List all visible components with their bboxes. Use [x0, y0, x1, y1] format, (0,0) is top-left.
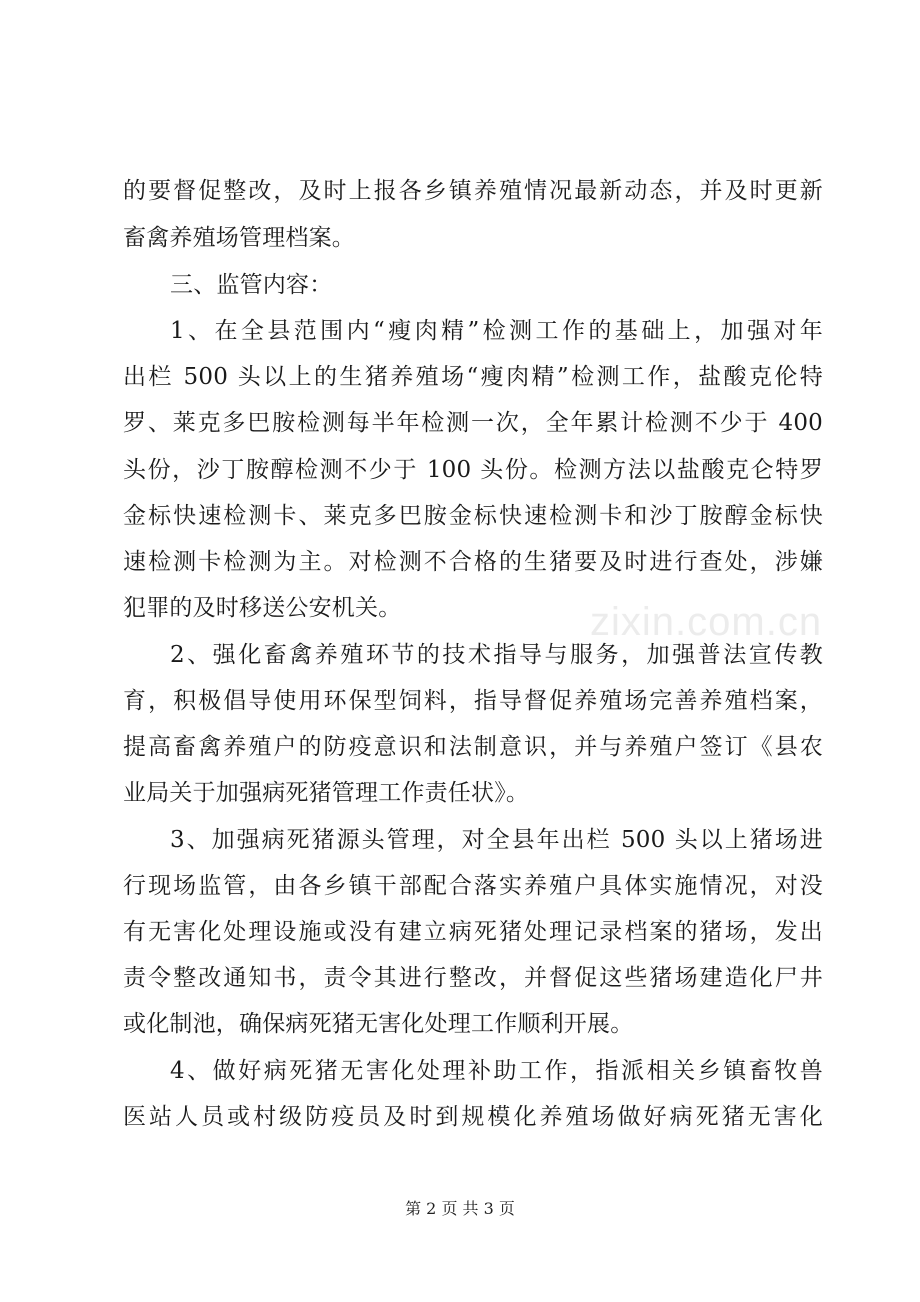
body-line: 医站人员或村级防疫员及时到规模化养殖场做好病死猪无害化: [123, 1104, 823, 1130]
body-line: 的要督促整改，及时上报各乡镇养殖情况最新动态，并及时更新: [123, 178, 823, 204]
body-line: 行现场监管，由各乡镇干部配合落实养殖户具体实施情况，对没: [123, 873, 823, 899]
body-line: 1、在全县范围内“瘦肉精”检测工作的基础上，加强对年: [170, 318, 823, 344]
body-line: 育，积极倡导使用环保型饲料，指导督促养殖场完善养殖档案，: [123, 688, 823, 714]
body-line: 头份，沙丁胺醇检测不少于 100 头份。检测方法以盐酸克仑特罗: [123, 457, 823, 483]
body-line: 3、加强病死猪源头管理，对全县年出栏 500 头以上猪场进: [170, 827, 823, 853]
body-line: 犯罪的及时移送公安机关。: [123, 595, 402, 621]
body-line: 业局关于加强病死猪管理工作责任状》。: [123, 780, 530, 806]
watermark: zixin.com.cn: [590, 600, 823, 644]
page-footer: 第 2 页 共 3 页: [405, 1199, 515, 1218]
body-line: 4、做好病死猪无害化处理补助工作，指派相关乡镇畜牧兽: [170, 1058, 823, 1084]
body-line: 2、强化畜禽养殖环节的技术指导与服务，加强普法宣传教: [170, 642, 823, 668]
body-line: 提高畜禽养殖户的防疫意识和法制意识，并与养殖户签订《县农: [123, 734, 823, 760]
body-line: 金标快速检测卡、莱克多巴胺金标快速检测卡和沙丁胺醇金标快: [123, 503, 823, 529]
body-line: 出栏 500 头以上的生猪养殖场“瘦肉精”检测工作，盐酸克伦特: [123, 364, 823, 390]
body-line: 畜禽养殖场管理档案。: [123, 225, 355, 251]
body-line: 有无害化处理设施或没有建立病死猪处理记录档案的猪场，发出: [123, 919, 823, 945]
section-heading: 三、监管内容：: [170, 272, 333, 298]
body-line: 或化制池，确保病死猪无害化处理工作顺利开展。: [123, 1011, 634, 1037]
body-line: 责令整改通知书，责令其进行整改，并督促这些猪场建造化尸井: [123, 965, 823, 991]
body-line: 速检测卡检测为主。对检测不合格的生猪要及时进行查处，涉嫌: [123, 549, 823, 575]
body-line: 罗、莱克多巴胺检测每半年检测一次，全年累计检测不少于 400: [123, 410, 823, 436]
